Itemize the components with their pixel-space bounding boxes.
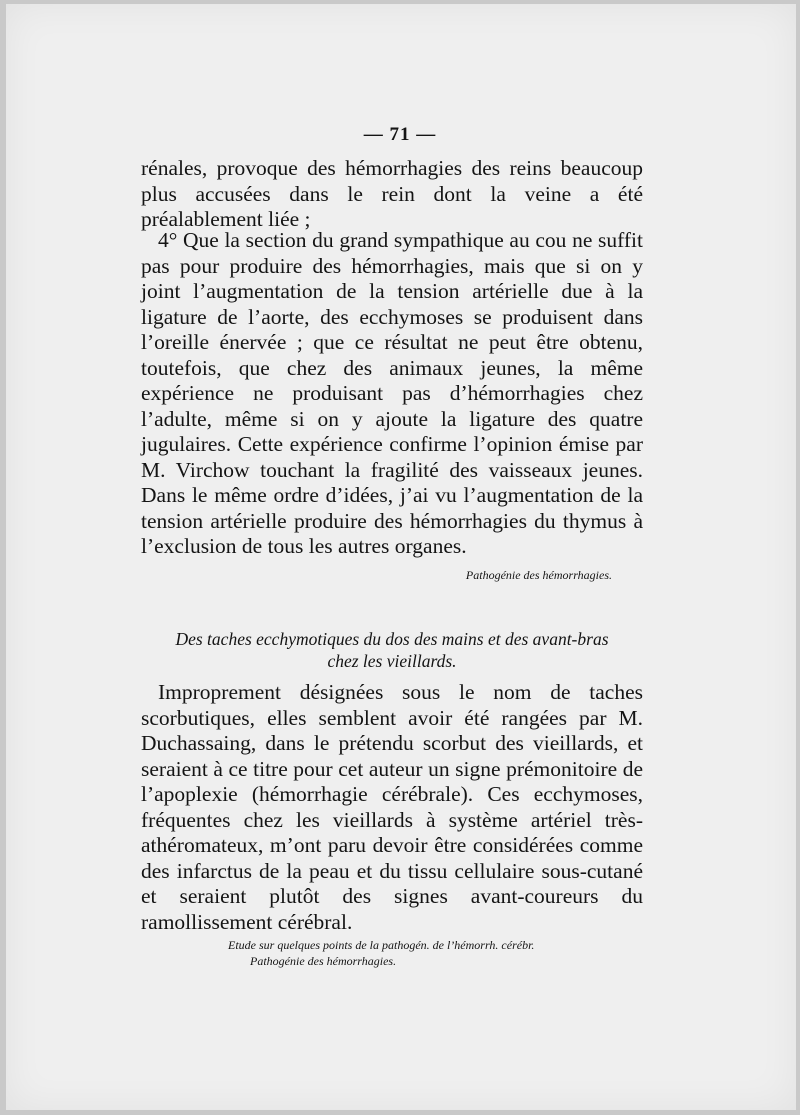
page-number: — 71 — xyxy=(363,124,437,145)
source-citation-line-1: Etude sur quelques points de la pathogén. de l’hémorrh. cérébr. xyxy=(228,938,535,952)
source-citation-line-2: Pathogénie des hémorrhagies. xyxy=(250,954,397,968)
source-citation: Pathogénie des hémorrhagies. xyxy=(465,568,612,582)
source-citation-block xyxy=(228,937,534,969)
section-heading xyxy=(141,628,643,672)
paragraph-ecchymoses: Improprement désignées sous le nom de taches scorbutiques, elles semblent avoir été rangées par M. Duchassaing, dans le prétendu scorbut des vieillards, et seraient à ce titre pour cet auteur un signe prémonitoire de l’apoplexie (hémorrhagie cérébrale). Ces ecchymoses, fréquentes chez les vieillards à système artériel très-athéromateux, m’ont paru devoir être considérées comme des infarctus de la peau et du tissu cellulaire sous-cutané et seraient plutôt des signes avant-coureurs du ramollissement cérébral. xyxy=(141,680,643,934)
paragraph-point-4: 4° Que la section du grand sympathique au cou ne suffit pas pour produire des hémorrhagies, mais que si on y joint l’augmentation de la tension artérielle due à la ligature de l’aorte, des ecchymoses se produisent dans l’oreille énervée ; que ce résultat ne peut être obtenu, toutefois, que chez des animaux jeunes, la même expérience ne produisant pas d’hémorrhagies chez l’adulte, même si on y ajoute la ligature des quatre jugulaires. Cette expérience confirme l’opinion émise par M. Virchow touchant la fragilité des vaisseaux jeunes. Dans le même ordre d’idées, j’ai vu l’augmentation de la tension artérielle produire des hémorrhagies du thymus à l’exclusion de tous les autres organes. xyxy=(141,228,643,558)
section-heading-line-2: chez les vieillards. xyxy=(327,651,457,671)
section-heading-line-1: Des taches ecchymotiques du dos des mains et des avant-bras xyxy=(175,629,609,649)
paragraph-continued: rénales, provoque des hémorrhagies des reins beaucoup plus accusées dans le rein dont la veine a été préalablement liée ; xyxy=(141,156,643,231)
